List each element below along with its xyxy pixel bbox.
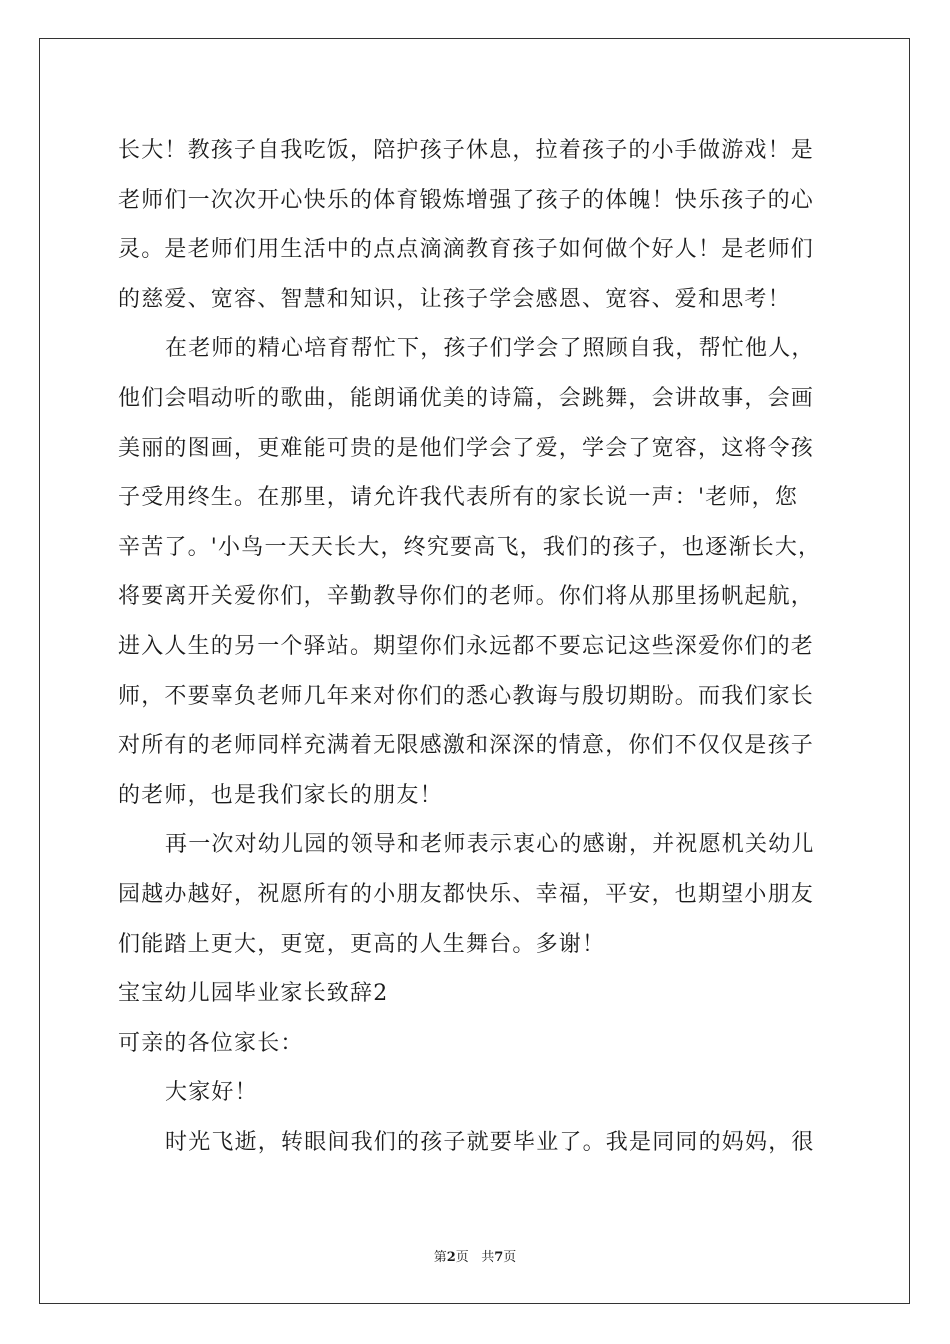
text-line: 进入人生的另一个驿站。期望你们永远都不要忘记这些深爱你们的老 <box>118 633 815 659</box>
footer-total-suffix: 页 <box>503 1250 517 1265</box>
text-line: 长大！教孩子自我吃饭，陪护孩子休息，拉着孩子的小手做游戏！是 <box>118 138 815 163</box>
footer-page-suffix: 页 <box>455 1250 469 1265</box>
page-footer <box>0 1246 950 1265</box>
text-line: 在老师的精心培育帮忙下，孩子们学会了照顾自我，帮忙他人， <box>165 336 815 362</box>
text-line: 的慈爱、宽容、智慧和知识，让孩子学会感恩、宽容、爱和思考！ <box>118 286 791 312</box>
text-line: 子受用终生。在那里，请允许我代表所有的家长说一声：'老师，您 <box>118 485 799 511</box>
footer-page-prefix: 第 <box>433 1250 447 1265</box>
footer-total-prefix: 共 <box>481 1250 495 1265</box>
text-line: 美丽的图画，更难能可贵的是他们学会了爱，学会了宽容，这将令孩 <box>118 435 815 461</box>
footer-page-number: 2 <box>446 1250 456 1265</box>
text-line: 可亲的各位家长： <box>118 1030 304 1056</box>
text-line: 园越办越好，祝愿所有的小朋友都快乐、幸福，平安，也期望小朋友 <box>118 881 815 907</box>
text-line: 将要离开关爱你们，辛勤教导你们的老师。你们将从那里扬帆起航， <box>118 584 815 610</box>
text-line: 大家好！ <box>165 1080 258 1106</box>
text-line: 的老师，也是我们家长的朋友！ <box>118 782 443 808</box>
text-line: 再一次对幼儿园的领导和老师表示衷心的感谢，并祝愿机关幼儿 <box>165 832 815 858</box>
text-line: 他们会唱动听的歌曲，能朗诵优美的诗篇，会跳舞，会讲故事，会画 <box>118 385 815 411</box>
text-line: 老师们一次次开心快乐的体育锻炼增强了孩子的体魄！快乐孩子的心 <box>118 187 815 213</box>
text-line: 们能踏上更大，更宽，更高的人生舞台。多谢！ <box>118 931 606 957</box>
text-line: 灵。是老师们用生活中的点点滴滴教育孩子如何做个好人！是老师们 <box>118 237 815 263</box>
text-line: 时光飞逝，转眼间我们的孩子就要毕业了。我是同同的妈妈，很 <box>165 1129 815 1155</box>
text-line: 辛苦了。'小鸟一天天长大，终究要高飞，我们的孩子，也逐渐长大， <box>118 534 822 560</box>
text-line: 对所有的老师同样充满着无限感激和深深的情意，你们不仅仅是孩子 <box>118 733 815 759</box>
document-body <box>118 126 838 1167</box>
text-line: 师，不要辜负老师几年来对你们的悉心教诲与殷切期盼。而我们家长 <box>118 683 815 709</box>
footer-total-pages: 7 <box>494 1250 504 1265</box>
text-line: 宝宝幼儿园毕业家长致辞2 <box>118 981 389 1007</box>
